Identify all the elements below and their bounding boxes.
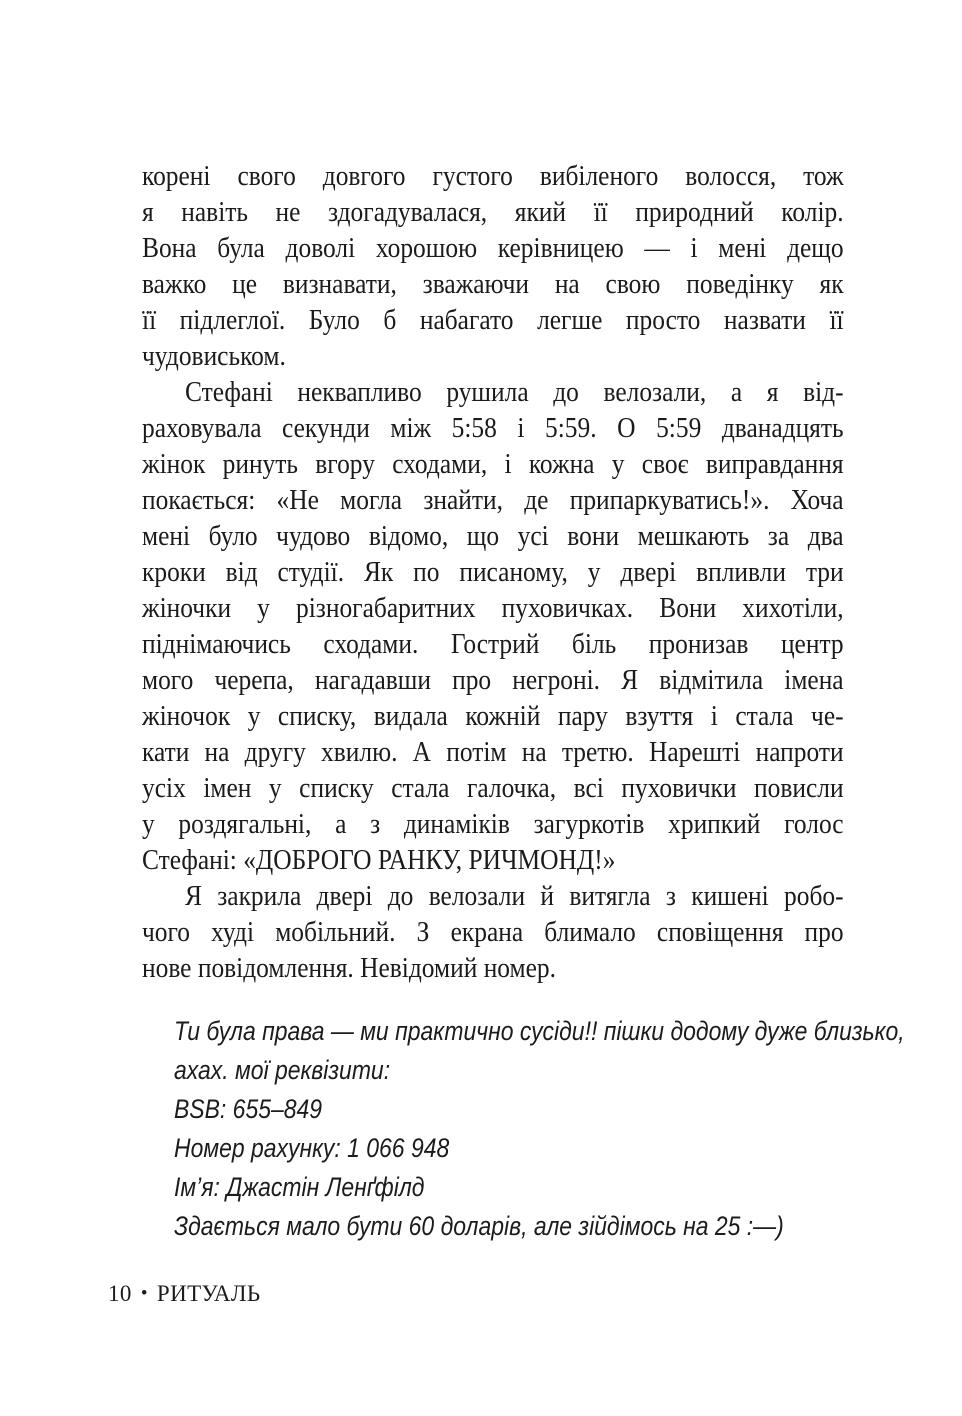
text-line: її підлеглої. Було б набагато легше просто назвати її (142, 304, 844, 336)
text-line: жіночки у різногабаритних пуховичках. Вони хихотіли, (142, 592, 844, 624)
text-line: мені було чудово відомо, що усі вони мешкають за два (142, 520, 844, 552)
text-line: жінок ринуть вгору сходами, і кожна у своє виправдання (142, 448, 844, 480)
message-line: Номер рахунку: 1 066 948 (174, 1133, 450, 1163)
text-line: чудовиськом. (142, 340, 286, 372)
message-line: Ім’я: Джастін Ленґфілд (174, 1172, 425, 1202)
paragraph (142, 158, 844, 374)
text-line: у роздягальні, а з динаміків загуркотів хрипкий голос (142, 808, 844, 840)
text-line: кати на другу хвилю. А потім на третю. Нарешті напроти (142, 736, 844, 768)
paragraph (142, 374, 844, 878)
text-line: я навіть не здогадувалася, який її природний колір. (142, 196, 844, 228)
page-number: 10 (108, 1281, 132, 1306)
book-title: РИТУАЛЬ (156, 1281, 261, 1306)
text-line: кроки від студії. Як по писаному, у двері впливли три (142, 556, 844, 588)
message-line: Здається мало бути 60 доларів, але зійдімось на 25 :—) (174, 1211, 784, 1241)
body-text (142, 158, 844, 986)
text-line: важко це визнавати, зважаючи на свою поведінку як (142, 268, 844, 300)
text-line: усіх імен у списку стала галочка, всі пуховички повисли (142, 772, 844, 804)
text-line: Стефані: «ДОБРОГО РАНКУ, РИЧМОНД!» (142, 844, 616, 876)
message-line: ахах. мої реквізити: (174, 1055, 391, 1085)
message-line: Ти була права — ми практично сусіди!! пішки додому дуже близько, (174, 1016, 905, 1046)
text-line: піднімаючись сходами. Гострий біль пронизав центр (142, 628, 844, 660)
text-line: Я закрила двері до велозали й витягла з кишені робо- (184, 880, 844, 912)
page-footer (108, 1280, 260, 1308)
footer-separator: • (140, 1283, 148, 1304)
text-line: жіночок у списку, видала кожній пару взуття і стала че- (142, 700, 844, 732)
text-line: корені свого довгого густого вибіленого волосся, тож (142, 160, 844, 192)
text-line: чого худі мобільний. З екрана блимало сповіщення про (142, 916, 844, 948)
paragraph (142, 878, 844, 986)
message-block (174, 1012, 956, 1246)
text-line: нове повідомлення. Невідомий номер. (142, 952, 556, 984)
text-line: раховувала секунди між 5:58 і 5:59. О 5:59 дванадцять (142, 412, 844, 444)
text-line: покається: «Не могла знайти, де припаркуватись!». Хоча (142, 484, 844, 516)
text-line: Стефані неквапливо рушила до велозали, а я від- (184, 376, 844, 408)
message-line: BSB: 655–849 (174, 1094, 323, 1124)
text-line: Вона була доволі хорошою керівницею — і мені дещо (142, 232, 844, 264)
text-line: мого черепа, нагадавши про негроні. Я відмітила імена (142, 664, 844, 696)
